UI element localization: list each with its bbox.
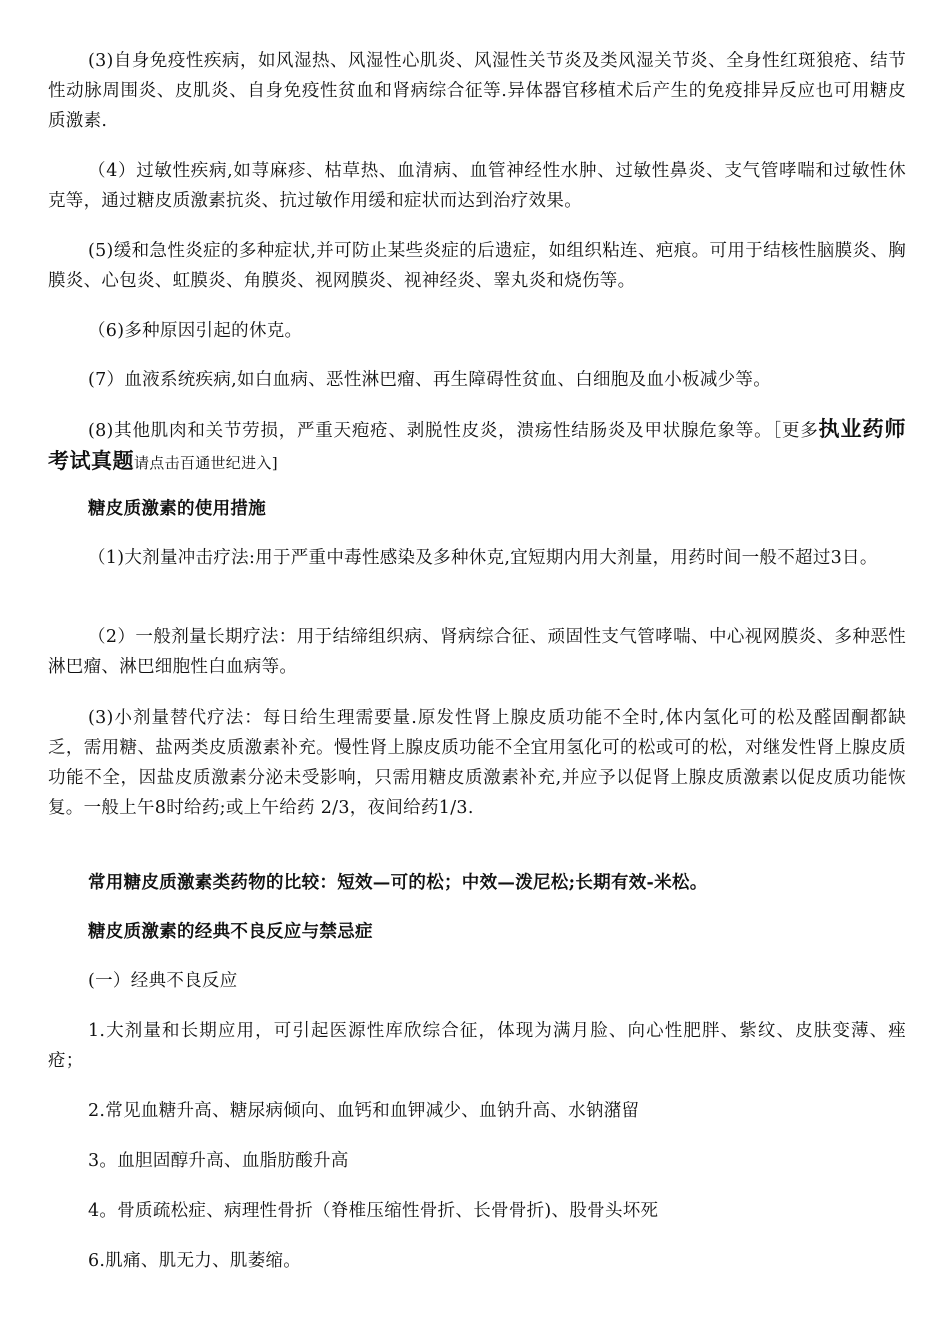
paragraph-high-dose: （1)大剂量冲击疗法:用于严重中毒性感染及多种休克,宜短期内用大剂量，用药时间一般不超过3日。 bbox=[88, 548, 878, 568]
heading-usage-measures: 糖皮质激素的使用措施 bbox=[88, 499, 266, 519]
paragraph-blood-disease: (7）血液系统疾病,如白血病、恶性淋巴瘤、再生障碍性贫血、白细胞及血小板减少等。 bbox=[88, 370, 772, 390]
paragraph-shock: （6)多种原因引起的休克。 bbox=[88, 321, 303, 341]
paragraph-osteoporosis: 4。骨质疏松症、病理性骨折（脊椎压缩性骨折、长骨骨折)、股骨头坏死 bbox=[88, 1201, 659, 1221]
paragraph-other bbox=[48, 414, 906, 478]
paragraph-inflammation: (5)缓和急性炎症的多种症状,并可防止某些炎症的后遗症，如组织粘连、疤痕。可用于结核性脑膜炎、胸膜炎、心包炎、虹膜炎、角膜炎、视网膜炎、视神经炎、睾丸炎和烧伤等。 bbox=[48, 241, 906, 291]
paragraph-allergic: （4）过敏性疾病,如荨麻疹、枯草热、血清病、血管神经性水肿、过敏性鼻炎、支气管哮喘和过敏性休克等，通过糖皮质激素抗炎、抗过敏作用缓和症状而达到治疗效果。 bbox=[48, 161, 906, 211]
paragraph-blood-sugar: 2.常见血糖升高、糖尿病倾向、血钙和血钾减少、血钠升高、水钠潴留 bbox=[88, 1101, 640, 1121]
paragraph-low-dose: (3)小剂量替代疗法：每日给生理需要量.原发性肾上腺皮质功能不全时,体内氢化可的松及醛固酮都缺乏，需用糖、盐两类皮质激素补充。慢性肾上腺皮质功能不全宜用氢化可的松或可的松，对继发性肾上腺皮质功能不全，因盐皮质激素分泌未受影响，只需用糖皮质激素补充,并应予以促肾上腺皮质激素以促皮质功能恢复。一般上午8时给药;或上午给药 2/3，夜间给药1/3. bbox=[48, 708, 906, 818]
paragraph-muscle: 6.肌痛、肌无力、肌萎缩。 bbox=[88, 1251, 302, 1271]
paragraph-autoimmune: (3)自身免疫性疾病，如风湿热、风湿性心肌炎、风湿性关节炎及类风湿关节炎、全身性红斑狼疮、结节性动脉周围炎、皮肌炎、自身免疫性贫血和肾病综合征等.异体器官移植术后产生的免疫排异反应也可用糖皮质激素. bbox=[48, 51, 906, 131]
paragraph-other-text: (8)其他肌肉和关节劳损，严重天疱疮、剥脱性皮炎，溃疡性结肠炎及甲状腺危象等。［更多 bbox=[88, 421, 819, 441]
paragraph-general-dose: （2）一般剂量长期疗法：用于结缔组织病、肾病综合征、顽固性支气管哮喘、中心视网膜炎、多种恶性淋巴瘤、淋巴细胞性白血病等。 bbox=[48, 627, 906, 677]
heading-drug-comparison: 常用糖皮质激素类药物的比较：短效—可的松；中效—泼尼松;长期有效-米松。 bbox=[88, 873, 708, 893]
exam-link[interactable]: 执业药师考试真题 bbox=[48, 416, 907, 473]
paragraph-cholesterol: 3。血胆固醇升高、血脂肪酸升高 bbox=[88, 1151, 349, 1171]
paragraph-cushing: 1.大剂量和长期应用，可引起医源性库欣综合征，体现为满月脸、向心性肥胖、紫纹、皮肤变薄、痤疮； bbox=[48, 1021, 906, 1071]
heading-adverse-reactions: 糖皮质激素的经典不良反应与禁忌症 bbox=[88, 922, 373, 942]
exam-link-tail: 请点击百通世纪进入] bbox=[134, 454, 278, 472]
paragraph-classic-adverse: (一）经典不良反应 bbox=[88, 971, 238, 991]
